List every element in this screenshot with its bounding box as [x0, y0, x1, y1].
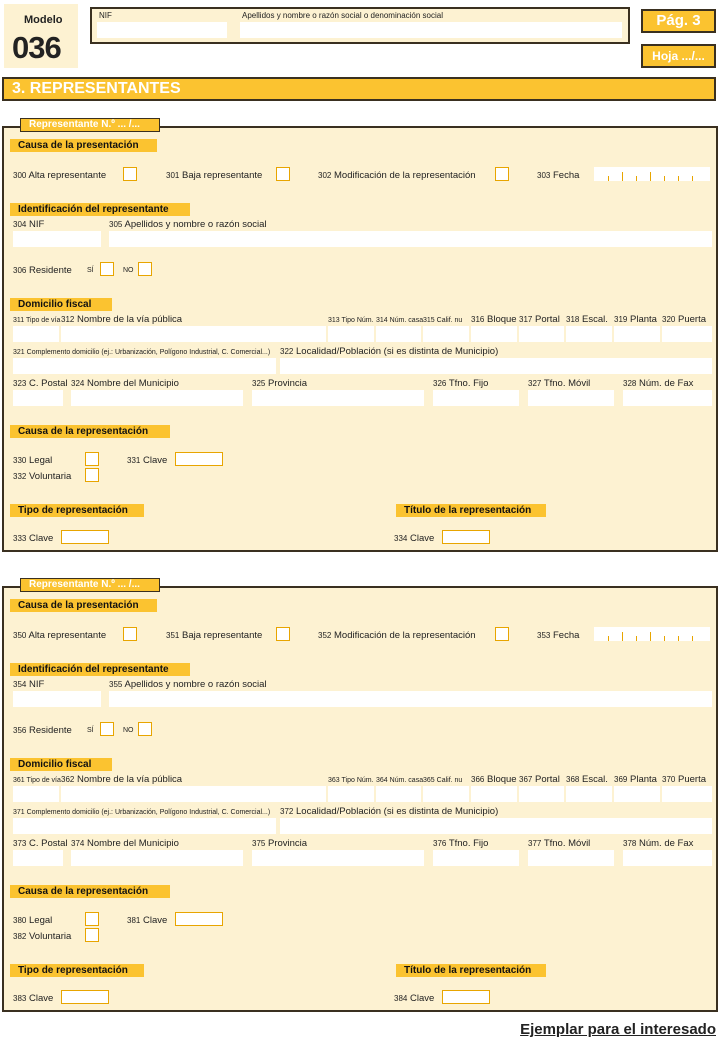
bloque-field[interactable]	[471, 786, 517, 802]
planta-field[interactable]	[614, 326, 660, 342]
complemento-field[interactable]	[13, 818, 276, 834]
calif-label: 365 Calif. nu	[423, 777, 463, 784]
modelo-label: Modelo	[24, 14, 63, 26]
voluntaria-label: 332 Voluntaria	[13, 471, 72, 482]
residente-no-label: NO	[123, 267, 134, 274]
calif-field[interactable]	[423, 786, 469, 802]
clave-field[interactable]	[175, 452, 223, 466]
complemento-field[interactable]	[13, 358, 276, 374]
municipio-field[interactable]	[71, 850, 243, 866]
provincia-field[interactable]	[252, 390, 424, 406]
escal-field[interactable]	[566, 786, 612, 802]
taxpayer-box	[90, 7, 630, 44]
nombre-via-label: 312 Nombre de la vía pública	[61, 314, 183, 325]
portal-label: 367 Portal	[519, 774, 560, 785]
nif-label: 354 NIF	[13, 679, 45, 690]
residente-no-checkbox[interactable]	[138, 722, 152, 736]
planta-label: 369 Planta	[614, 774, 657, 785]
residente-si-label: SÍ	[87, 727, 94, 734]
calif-field[interactable]	[423, 326, 469, 342]
puerta-label: 320 Puerta	[662, 314, 706, 325]
municipio-field[interactable]	[71, 390, 243, 406]
nif-field[interactable]	[97, 22, 227, 38]
fax-field[interactable]	[623, 390, 712, 406]
causa-presentacion-header: Causa de la presentación	[10, 599, 157, 612]
nif-field[interactable]	[13, 231, 101, 247]
nif-label: 304 NIF	[13, 219, 45, 230]
nif-field[interactable]	[13, 691, 101, 707]
legal-checkbox[interactable]	[85, 912, 99, 926]
localidad-label: 322 Localidad/Población (si es distinta de Municipio)	[280, 346, 499, 357]
tipo-num-field[interactable]	[328, 786, 374, 802]
tipo-num-label: 363 Tipo Núm.	[328, 777, 374, 784]
tipo-representacion-header: Tipo de representación	[10, 504, 144, 517]
hoja-badge: Hoja .../...	[641, 44, 716, 68]
provincia-label: 325 Provincia	[252, 378, 308, 389]
escal-label: 368 Escal.	[566, 774, 608, 785]
puerta-label: 370 Puerta	[662, 774, 706, 785]
portal-field[interactable]	[519, 326, 564, 342]
domicilio-header: Domicilio fiscal	[10, 758, 112, 771]
provincia-label: 375 Provincia	[252, 838, 308, 849]
tipo-num-field[interactable]	[328, 326, 374, 342]
legal-label: 330 Legal	[13, 455, 53, 466]
tfno-movil-field[interactable]	[528, 850, 614, 866]
localidad-field[interactable]	[280, 818, 712, 834]
tfno-fijo-label: 376 Tfno. Fijo	[433, 838, 489, 849]
num-casa-label: 314 Núm. casa	[376, 317, 424, 324]
escal-label: 318 Escal.	[566, 314, 608, 325]
complemento-label: 321 Complemento domicilio (ej.: Urbanización, Polígono Industrial, C. Comercial...)	[13, 349, 271, 356]
residente-si-label: SÍ	[87, 267, 94, 274]
tipo-clave-field[interactable]	[61, 990, 109, 1004]
titulo-representacion-header: Título de la representación	[396, 504, 546, 517]
nif-label: NIF	[99, 11, 112, 20]
titulo-clave-field[interactable]	[442, 530, 490, 544]
apellidos-label: Apellidos y nombre o razón social o denominación social	[242, 11, 443, 20]
alta-checkbox[interactable]	[123, 627, 137, 641]
escal-field[interactable]	[566, 326, 612, 342]
bloque-field[interactable]	[471, 326, 517, 342]
modificacion-checkbox[interactable]	[495, 167, 509, 181]
portal-field[interactable]	[519, 786, 564, 802]
tipo-via-field[interactable]	[13, 326, 59, 342]
tfno-movil-label: 377 Tfno. Móvil	[528, 838, 591, 849]
clave-field[interactable]	[175, 912, 223, 926]
residente-no-checkbox[interactable]	[138, 262, 152, 276]
tipo-via-label: 361 Tipo de vía	[13, 777, 61, 784]
tipo-clave-label: 333 Clave	[13, 533, 54, 544]
identificacion-header: Identificación del representante	[10, 203, 190, 216]
baja-label: 351 Baja representante	[166, 630, 263, 641]
representante-panel	[2, 126, 718, 552]
fecha-label: 353 Fecha	[537, 630, 580, 641]
municipio-label: 324 Nombre del Municipio	[71, 378, 179, 389]
causa-representacion-header: Causa de la representación	[10, 425, 170, 438]
fecha-field[interactable]	[594, 627, 710, 641]
legal-checkbox[interactable]	[85, 452, 99, 466]
causa-representacion-header: Causa de la representación	[10, 885, 170, 898]
calif-label: 315 Calif. nu	[423, 317, 463, 324]
num-casa-label: 364 Núm. casa	[376, 777, 424, 784]
section-title: 3. REPRESENTANTES	[2, 77, 716, 101]
tipo-clave-label: 383 Clave	[13, 993, 54, 1004]
bloque-label: 316 Bloque	[471, 314, 517, 325]
tfno-fijo-field[interactable]	[433, 850, 519, 866]
tfno-movil-label: 327 Tfno. Móvil	[528, 378, 591, 389]
modificacion-checkbox[interactable]	[495, 627, 509, 641]
apellidos-field[interactable]	[109, 691, 712, 707]
tipo-via-label: 311 Tipo de vía	[13, 317, 61, 324]
cpostal-label: 323 C. Postal	[13, 378, 68, 389]
provincia-field[interactable]	[252, 850, 424, 866]
nombre-via-field[interactable]	[61, 326, 326, 342]
baja-checkbox[interactable]	[276, 167, 290, 181]
voluntaria-checkbox[interactable]	[85, 468, 99, 482]
clave-label: 381 Clave	[127, 915, 168, 926]
tipo-num-label: 313 Tipo Núm.	[328, 317, 374, 324]
complemento-label: 371 Complemento domicilio (ej.: Urbanización, Polígono Industrial, C. Comercial...)	[13, 809, 271, 816]
page-badge: Pág. 3	[641, 9, 716, 33]
titulo-clave-label: 334 Clave	[394, 533, 435, 544]
modificacion-label: 352 Modificación de la representación	[318, 630, 476, 641]
fax-label: 378 Núm. de Fax	[623, 838, 694, 849]
residente-no-label: NO	[123, 727, 134, 734]
representante-panel	[2, 586, 718, 1012]
num-casa-field[interactable]	[376, 326, 421, 342]
puerta-field[interactable]	[662, 786, 712, 802]
modelo-box	[4, 4, 78, 68]
tipo-representacion-header: Tipo de representación	[10, 964, 144, 977]
cpostal-field[interactable]	[13, 390, 63, 406]
nombre-via-label: 362 Nombre de la vía pública	[61, 774, 183, 785]
voluntaria-label: 382 Voluntaria	[13, 931, 72, 942]
fax-label: 328 Núm. de Fax	[623, 378, 694, 389]
titulo-clave-field[interactable]	[442, 990, 490, 1004]
municipio-label: 374 Nombre del Municipio	[71, 838, 179, 849]
alta-checkbox[interactable]	[123, 167, 137, 181]
identificacion-header: Identificación del representante	[10, 663, 190, 676]
puerta-field[interactable]	[662, 326, 712, 342]
representante-tag: Representante N.º ... /...	[20, 578, 160, 592]
apellidos-label: 305 Apellidos y nombre o razón social	[109, 219, 267, 230]
voluntaria-checkbox[interactable]	[85, 928, 99, 942]
modelo-number: 036	[12, 30, 61, 65]
clave-label: 331 Clave	[127, 455, 168, 466]
fecha-field[interactable]	[594, 167, 710, 181]
representante-tag: Representante N.º ... /...	[20, 118, 160, 132]
residente-si-checkbox[interactable]	[100, 262, 114, 276]
bloque-label: 366 Bloque	[471, 774, 517, 785]
apellidos-label: 355 Apellidos y nombre o razón social	[109, 679, 267, 690]
modificacion-label: 302 Modificación de la representación	[318, 170, 476, 181]
baja-checkbox[interactable]	[276, 627, 290, 641]
residente-label: 306 Residente	[13, 265, 72, 276]
planta-field[interactable]	[614, 786, 660, 802]
legal-label: 380 Legal	[13, 915, 53, 926]
alta-label: 350 Alta representante	[13, 630, 107, 641]
planta-label: 319 Planta	[614, 314, 657, 325]
residente-si-checkbox[interactable]	[100, 722, 114, 736]
cpostal-field[interactable]	[13, 850, 63, 866]
num-casa-field[interactable]	[376, 786, 421, 802]
tipo-via-field[interactable]	[13, 786, 59, 802]
apellidos-field[interactable]	[240, 22, 622, 38]
causa-presentacion-header: Causa de la presentación	[10, 139, 157, 152]
titulo-clave-label: 384 Clave	[394, 993, 435, 1004]
fax-field[interactable]	[623, 850, 712, 866]
fecha-label: 303 Fecha	[537, 170, 580, 181]
footer-ejemplar: Ejemplar para el interesado	[520, 1021, 716, 1038]
apellidos-field[interactable]	[109, 231, 712, 247]
domicilio-header: Domicilio fiscal	[10, 298, 112, 311]
titulo-representacion-header: Título de la representación	[396, 964, 546, 977]
tfno-movil-field[interactable]	[528, 390, 614, 406]
alta-label: 300 Alta representante	[13, 170, 107, 181]
baja-label: 301 Baja representante	[166, 170, 263, 181]
localidad-label: 372 Localidad/Población (si es distinta de Municipio)	[280, 806, 499, 817]
tipo-clave-field[interactable]	[61, 530, 109, 544]
localidad-field[interactable]	[280, 358, 712, 374]
nombre-via-field[interactable]	[61, 786, 326, 802]
cpostal-label: 373 C. Postal	[13, 838, 68, 849]
tfno-fijo-label: 326 Tfno. Fijo	[433, 378, 489, 389]
residente-label: 356 Residente	[13, 725, 72, 736]
tfno-fijo-field[interactable]	[433, 390, 519, 406]
portal-label: 317 Portal	[519, 314, 560, 325]
